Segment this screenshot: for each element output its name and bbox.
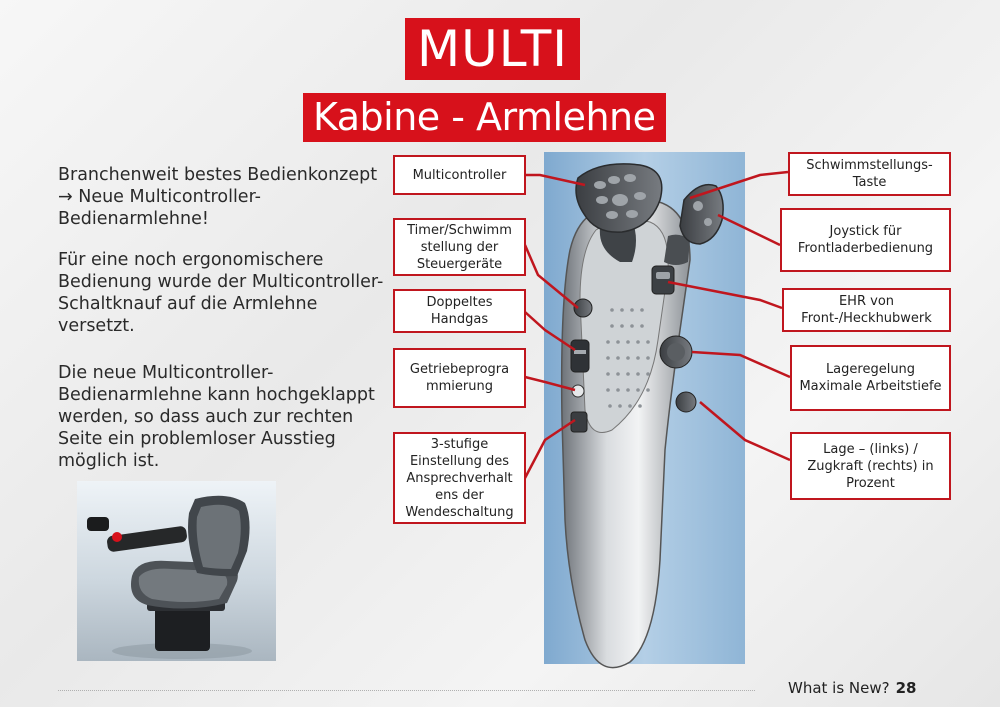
callout-lageregelung: Lageregelung Maximale Arbeitstiefe: [790, 345, 951, 411]
callout-ehr: EHR von Front-/Heckhubwerk: [782, 288, 951, 332]
callout-joystick: Joystick für Frontladerbedienung: [780, 208, 951, 272]
page-subtitle: Kabine - Armlehne: [303, 93, 666, 142]
intro-paragraph-1: Branchenweit bestes Bedienkonzept → Neue Multicontroller-Bedienarmlehne!: [58, 165, 378, 229]
callout-wendeschaltung: 3-stufige Einstellung des Ansprechverhalt ens der Wendeschaltung: [393, 432, 526, 524]
callout-schwimmstellungs-taste: Schwimmstellungs-Taste: [788, 152, 951, 196]
page-title: MULTI: [405, 18, 580, 80]
callout-multicontroller: Multicontroller: [393, 155, 526, 195]
footer-label: What is New?: [788, 679, 890, 697]
page-number: 28: [895, 679, 917, 697]
footer-divider: [58, 690, 755, 691]
intro-paragraph-3: Die neue Multicontroller-Bedienarmlehne kann hochgeklappt werden, so dass auch zur rechten Seite ein problemloser Ausstieg möglich ist.: [58, 363, 375, 471]
footer: [788, 679, 916, 697]
callout-lage-zugkraft: Lage – (links) / Zugkraft (rechts) in Prozent: [790, 432, 951, 500]
intro-paragraph-2: Für eine noch ergonomischere Bedienung wurde der Multicontroller-Schaltknauf auf die Armlehne versetzt.: [58, 250, 384, 336]
callout-timer: Timer/Schwimm stellung der Steuergeräte: [393, 218, 526, 276]
callout-handgas: Doppeltes Handgas: [393, 289, 526, 333]
callout-getriebe: Getriebeprogra mmierung: [393, 348, 526, 408]
